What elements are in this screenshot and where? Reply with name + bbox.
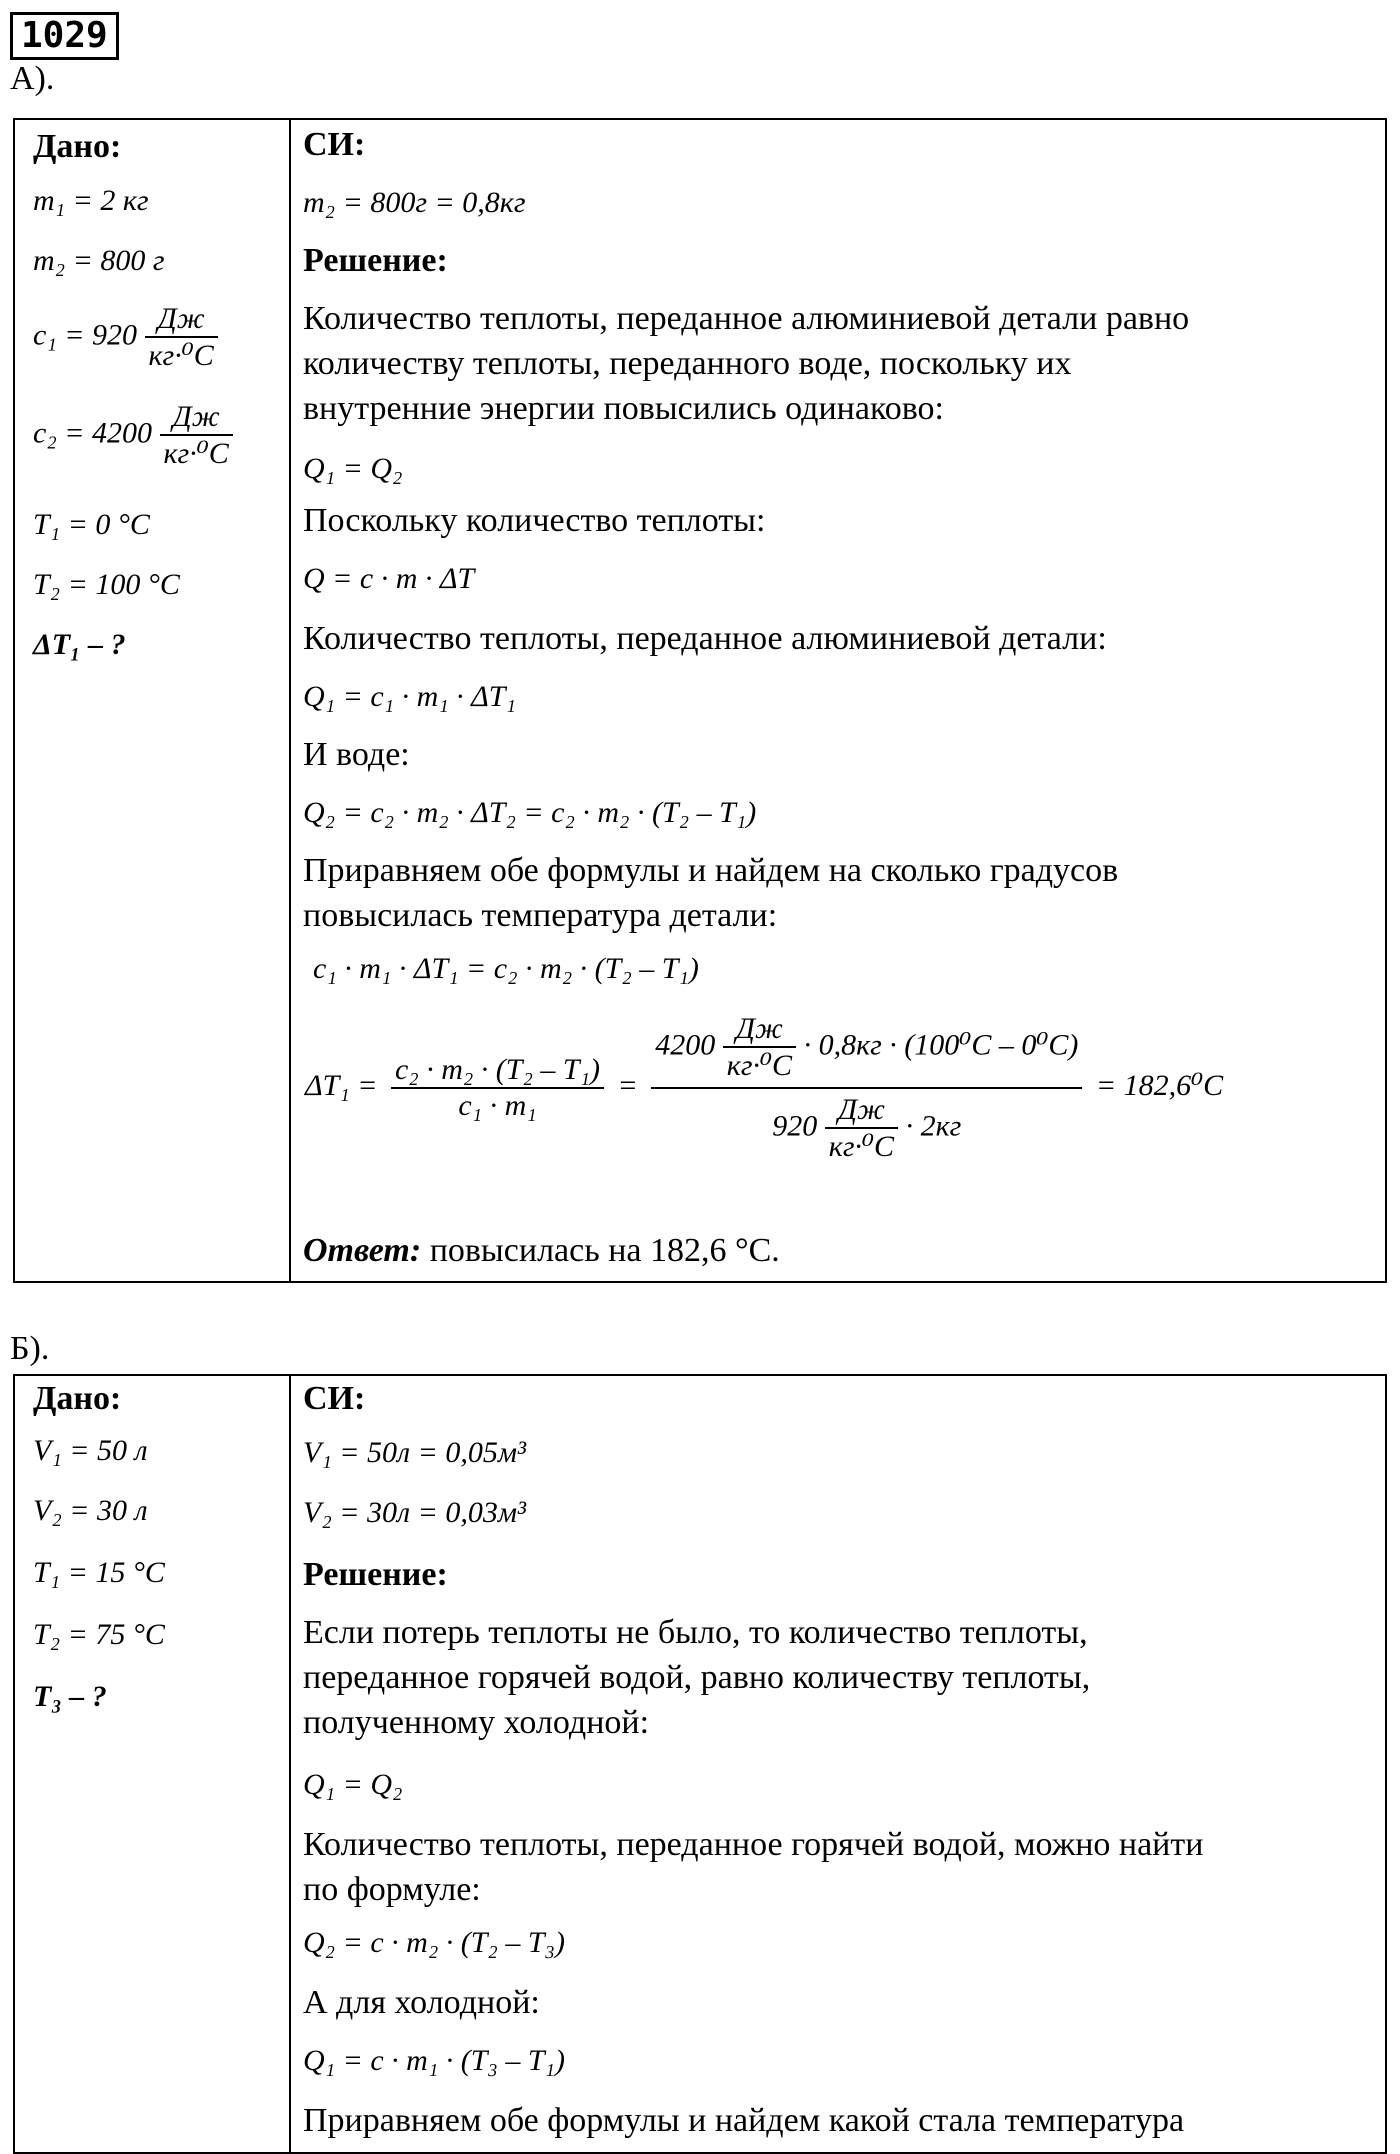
final-fraction-1-den: c₁ · m₁ (458, 1089, 537, 1122)
c2-unit (160, 400, 233, 471)
given-t2: T₂ = 100 °C (33, 568, 180, 601)
equation-4: Q₂ = c₂ · m₂ · ΔT₂ = c₂ · m₂ · (T₂ – T₁) (303, 796, 757, 829)
equation-2: Q = c · m · ΔT (303, 562, 475, 595)
text-paragraph-4: И воде: (303, 736, 410, 773)
equation-1: Q₁ = Q₂ (303, 452, 403, 485)
final-eq-sign: = (617, 1068, 638, 1102)
final-result: = 182,6⁰C (1095, 1068, 1224, 1102)
text-paragraph-5: Приравняем обе формулы и найдем на сколько градусов повысилась температура детали: (303, 852, 1119, 934)
given-t1: T₁ = 15 °C (33, 1556, 165, 1589)
equation-5: c₁ · m₁ · ΔT₁ = c₂ · m₂ · (T₂ – T₁) (313, 952, 699, 985)
final-fraction-2 (651, 1012, 1082, 1164)
text-paragraph-2: Количество теплоты, переданное горячей водой, можно найти по формуле: (303, 1826, 1204, 1908)
equation-3: Q₁ = c · m₁ · (T₃ – T₁) (303, 2044, 565, 2077)
equation-3: Q₁ = c₁ · m₁ · ΔT₁ (303, 680, 516, 713)
text-paragraph-1: Если потерь теплоты не было, то количество теплоты, переданное горячей водой, равно количеству теплоты, полученному холодной: (303, 1614, 1091, 1741)
answer-label: Ответ: (303, 1232, 422, 1269)
si-header: СИ: (303, 126, 366, 163)
given-find: T₃ – ? (33, 1680, 107, 1713)
given-v2: V₂ = 30 л (33, 1494, 148, 1527)
c2-unit-num: Дж (160, 400, 233, 436)
given-c2 (33, 400, 233, 471)
equation-1: Q₁ = Q₂ (303, 1768, 403, 1801)
final-fraction-1 (391, 1053, 604, 1123)
text-paragraph-1: Количество теплоты, переданное алюминиевой детали равно количеству теплоты, переданного воде, поскольку их внутренние энергии повысились одинаково: (303, 300, 1190, 427)
si-conversion-2: V₂ = 30л = 0,03м³ (303, 1496, 526, 1529)
given-header: Дано: (33, 1380, 122, 1417)
given-header: Дано: (33, 128, 122, 165)
given-v1: V₁ = 50 л (33, 1434, 148, 1467)
final-fraction-1-num: c₂ · m₂ · (T₂ – T₁) (391, 1053, 604, 1089)
c1-unit-den: кг·⁰C (148, 339, 214, 372)
equation-2: Q₂ = c · m₂ · (T₂ – T₃) (303, 1926, 565, 1959)
given-m1: m₁ = 2 кг (33, 184, 149, 217)
c2-prefix: c₂ = 4200 (33, 416, 152, 450)
solution-header: Решение: (303, 1556, 448, 1593)
part-b-table (13, 1374, 1387, 2154)
text-paragraph-4: Приравняем обе формулы и найдем какой стала температура (303, 2102, 1185, 2139)
si-conversion: m₂ = 800г = 0,8кг (303, 186, 526, 219)
c1-unit (145, 302, 218, 373)
problem-number: 1029 (10, 12, 119, 60)
given-t1: T₁ = 0 °C (33, 508, 150, 541)
c2-unit-den: кг·⁰C (163, 437, 229, 470)
given-m2: m₂ = 800 г (33, 244, 165, 277)
final-fraction-2-num: 4200 Дж кг·⁰C · 0,8кг · (100⁰C – 0⁰C) (651, 1012, 1082, 1089)
column-divider (289, 1376, 291, 2152)
text-paragraph-2: Поскольку количество теплоты: (303, 502, 766, 539)
part-a-label: А). (10, 60, 55, 97)
given-t2: T₂ = 75 °C (33, 1618, 165, 1651)
part-b-label: Б). (10, 1330, 50, 1367)
final-lhs: ΔT₁ = (305, 1068, 378, 1102)
si-conversion-1: V₁ = 50л = 0,05м³ (303, 1436, 526, 1469)
solution-header: Решение: (303, 242, 448, 279)
answer-text: повысилась на 182,6 °C. (421, 1232, 780, 1269)
final-equation (305, 1012, 1223, 1164)
given-find: ΔT₁ – ? (33, 628, 126, 661)
text-paragraph-3: А для холодной: (303, 1984, 540, 2021)
part-a-table (13, 118, 1387, 1283)
column-divider (289, 120, 291, 1281)
c1-prefix: c₁ = 920 (33, 318, 137, 352)
answer (303, 1228, 780, 1273)
c1-unit-num: Дж (145, 302, 218, 338)
given-c1 (33, 302, 218, 373)
text-paragraph-3: Количество теплоты, переданное алюминиевой детали: (303, 620, 1107, 657)
final-fraction-2-den: 920 Дж кг·⁰C · 2кг (772, 1093, 962, 1163)
si-header: СИ: (303, 1380, 366, 1417)
